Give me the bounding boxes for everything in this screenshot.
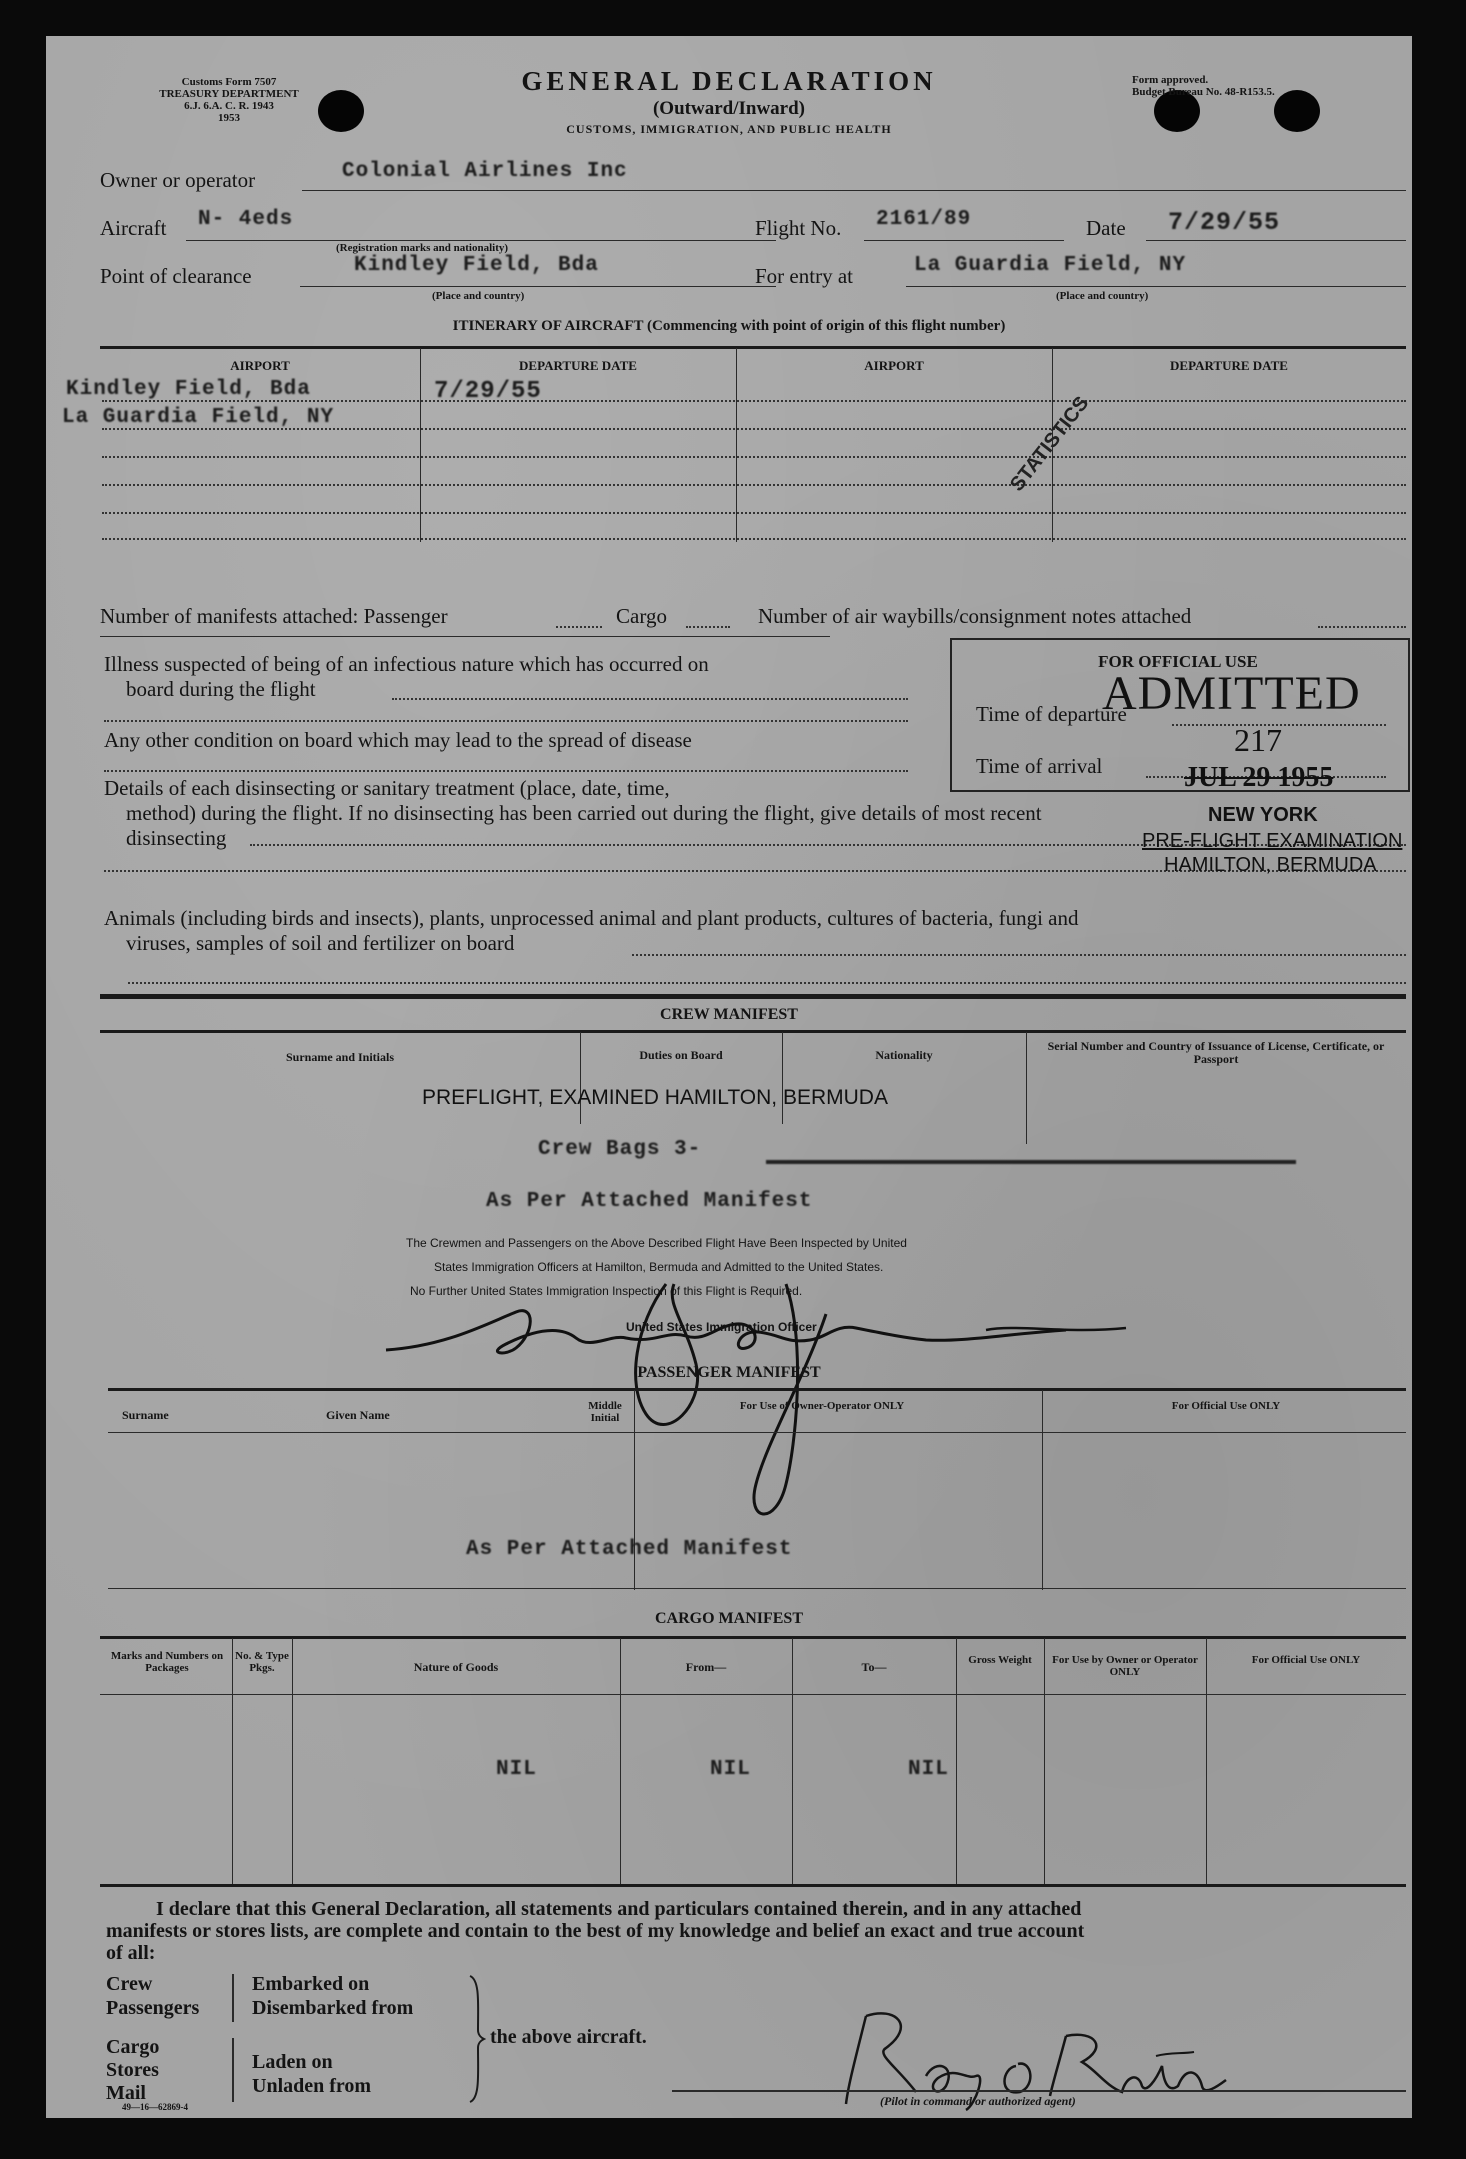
passenger-attached-manifest: As Per Attached Manifest bbox=[466, 1538, 793, 1561]
time-arrival-label: Time of arrival bbox=[976, 754, 1103, 778]
admitted-number: 217 bbox=[1234, 722, 1282, 758]
crew-strike-line bbox=[766, 1160, 1296, 1164]
bracket-icon bbox=[466, 1974, 486, 2104]
cargo-header-marks: Marks and Numbers on Packages bbox=[110, 1650, 224, 1674]
waybills-label: Number of air waybills/consignment notes attached bbox=[758, 604, 1192, 628]
cargo-header-goods: Nature of Goods bbox=[413, 1660, 499, 1674]
clearance-value: Kindley Field, Bda bbox=[354, 254, 599, 277]
form-agencies: CUSTOMS, IMMIGRATION, AND PUBLIC HEALTH bbox=[566, 122, 892, 136]
crew-attached-manifest: As Per Attached Manifest bbox=[486, 1190, 813, 1213]
owner-label: Owner or operator bbox=[100, 168, 256, 192]
certification-line-2: States Immigration Officers at Hamilton, Bermuda and Admitted to the United States. bbox=[434, 1260, 884, 1274]
entry-note: (Place and country) bbox=[1056, 290, 1149, 302]
itinerary-header-airport-2: AIRPORT bbox=[864, 358, 924, 373]
itinerary-airport-2: La Guardia Field, NY bbox=[62, 406, 335, 429]
itinerary-title: ITINERARY OF AIRCRAFT (Commencing with point of origin of this flight number) bbox=[452, 318, 1006, 334]
immigration-officer-signature bbox=[366, 1264, 1146, 1534]
form-subtitle: (Outward/Inward) bbox=[652, 98, 805, 119]
date-value: 7/29/55 bbox=[1168, 208, 1281, 237]
entry-label: For entry at bbox=[755, 264, 853, 288]
admitted-date-stamp: JUL 29 1955 bbox=[1184, 762, 1334, 793]
crew-header-duties: Duties on Board bbox=[639, 1048, 723, 1062]
cargo-header-official-use: For Official Use ONLY bbox=[1251, 1654, 1361, 1666]
certification-line-3: No Further United States Immigration Inspection of this Flight is Required. bbox=[410, 1284, 803, 1298]
crew-header-surname: Surname and Initials bbox=[285, 1050, 395, 1064]
hamilton-stamp: HAMILTON, BERMUDA bbox=[1164, 854, 1377, 876]
details-text: Details of each disinsecting or sanitary treatment (place, date, time, method) during the flight. If no disinsecting has been carried out during the flight, give details of most recent disinsecting bbox=[104, 776, 1042, 850]
entry-value: La Guardia Field, NY bbox=[914, 254, 1187, 277]
date-label: Date bbox=[1086, 216, 1126, 240]
general-declaration-form bbox=[46, 36, 1412, 2118]
cargo-nil-goods: NIL bbox=[496, 1758, 537, 1781]
time-departure-label: Time of departure bbox=[976, 702, 1127, 726]
itinerary-header-departure-2: DEPARTURE DATE bbox=[1170, 358, 1288, 373]
statistics-stamp: STATISTICS bbox=[1006, 392, 1094, 496]
aircraft-note: (Registration marks and nationality) bbox=[336, 242, 509, 254]
itinerary-header-airport: AIRPORT bbox=[230, 358, 290, 373]
clearance-note: (Place and country) bbox=[432, 290, 525, 302]
passenger-header-middle-initial: Middle Initial bbox=[588, 1400, 622, 1424]
aircraft-label: Aircraft bbox=[100, 216, 167, 240]
crew-preflight-stamp: PREFLIGHT, EXAMINED HAMILTON, BERMUDA bbox=[422, 1086, 888, 1109]
cargo-header-owner-use: For Use by Owner or Operator ONLY bbox=[1052, 1654, 1198, 1678]
flight-value: 2161/89 bbox=[876, 208, 972, 231]
clearance-label: Point of clearance bbox=[100, 264, 252, 288]
form-title: GENERAL DECLARATION bbox=[521, 66, 937, 96]
passenger-header-owner-use: For Use of Owner-Operator ONLY bbox=[739, 1400, 905, 1412]
pilot-note: (Pilot in command or authorized agent) bbox=[880, 2094, 1076, 2108]
crew-header-nationality: Nationality bbox=[875, 1048, 933, 1062]
animals-text: Animals (including birds and insects), plants, unprocessed animal and plant products, cultures of bacteria, fungi and viruses, samples of soil and fertilizer on board bbox=[104, 906, 1079, 955]
form-number: Customs Form 7507 TREASURY DEPARTMENT 6.J. 6.A. C. R. 1943 1953 bbox=[159, 76, 299, 124]
form-code: 49—16—62869-4 bbox=[122, 2102, 188, 2112]
itinerary-airport-1: Kindley Field, Bda bbox=[66, 378, 311, 401]
cargo-header-weight: Gross Weight bbox=[968, 1654, 1032, 1666]
official-use-title: FOR OFFICIAL USE bbox=[1098, 652, 1258, 671]
declaration-cargo-stores-mail: Cargo Stores Mail bbox=[106, 2036, 160, 2104]
crew-bags-typed: Crew Bags 3- bbox=[538, 1138, 702, 1161]
manifests-passenger-label: Number of manifests attached: Passenger bbox=[100, 604, 448, 628]
manifests-cargo-label: Cargo bbox=[616, 604, 667, 628]
admitted-city-stamp: NEW YORK bbox=[1208, 804, 1318, 826]
cargo-nil-to: NIL bbox=[908, 1758, 949, 1781]
passenger-header-given-name: Given Name bbox=[326, 1408, 390, 1422]
passenger-header-official-use: For Official Use ONLY bbox=[1171, 1400, 1281, 1412]
passenger-manifest-title: PASSENGER MANIFEST bbox=[637, 1364, 821, 1381]
passenger-header-surname: Surname bbox=[122, 1408, 169, 1422]
immigration-officer-label: United States Immigration Officer bbox=[626, 1320, 817, 1334]
preflight-stamp: PRE-FLIGHT EXAMINATION bbox=[1142, 830, 1403, 852]
cargo-manifest-title: CARGO MANIFEST bbox=[654, 1610, 803, 1627]
owner-value: Colonial Airlines Inc bbox=[342, 160, 628, 183]
declaration-text: I declare that this General Declaration, all statements and particulars contained therein, and in any attached manifests or stores lists, are complete and contain to the best of my knowledge and belief an exact and true account of all: bbox=[106, 1898, 1085, 1964]
itinerary-departure-date: 7/29/55 bbox=[434, 378, 542, 405]
cargo-nil-from: NIL bbox=[710, 1758, 751, 1781]
illness-text: Illness suspected of being of an infectious nature which has occurred on board during the flight bbox=[104, 652, 709, 701]
declaration-above-aircraft: the above aircraft. bbox=[490, 2026, 647, 2048]
declaration-crew-passengers: Crew Passengers bbox=[106, 1973, 200, 2019]
cargo-header-from: From— bbox=[685, 1660, 727, 1674]
crew-manifest-title: CREW MANIFEST bbox=[660, 1006, 798, 1023]
certification-line-1: The Crewmen and Passengers on the Above Described Flight Have Been Inspected by United bbox=[406, 1236, 907, 1250]
form-approval: Form approved. Budget Bureau No. 48-R153.5. bbox=[1132, 74, 1275, 98]
itinerary-header-departure: DEPARTURE DATE bbox=[519, 358, 637, 373]
crew-header-serial: Serial Number and Country of Issuance of License, Certificate, or Passport bbox=[1047, 1039, 1385, 1066]
declaration-embark: Embarked on Disembarked from bbox=[252, 1973, 414, 2019]
flight-label: Flight No. bbox=[755, 216, 842, 240]
cargo-header-to: To— bbox=[861, 1660, 887, 1674]
cargo-header-packages: No. & Type Pkgs. bbox=[235, 1650, 289, 1674]
admitted-stamp: ADMITTED bbox=[1102, 667, 1361, 720]
other-condition-text: Any other condition on board which may lead to the spread of disease bbox=[104, 728, 692, 752]
declaration-laden: Laden on Unladen from bbox=[252, 2051, 372, 2097]
aircraft-value: N- 4eds bbox=[198, 208, 294, 231]
